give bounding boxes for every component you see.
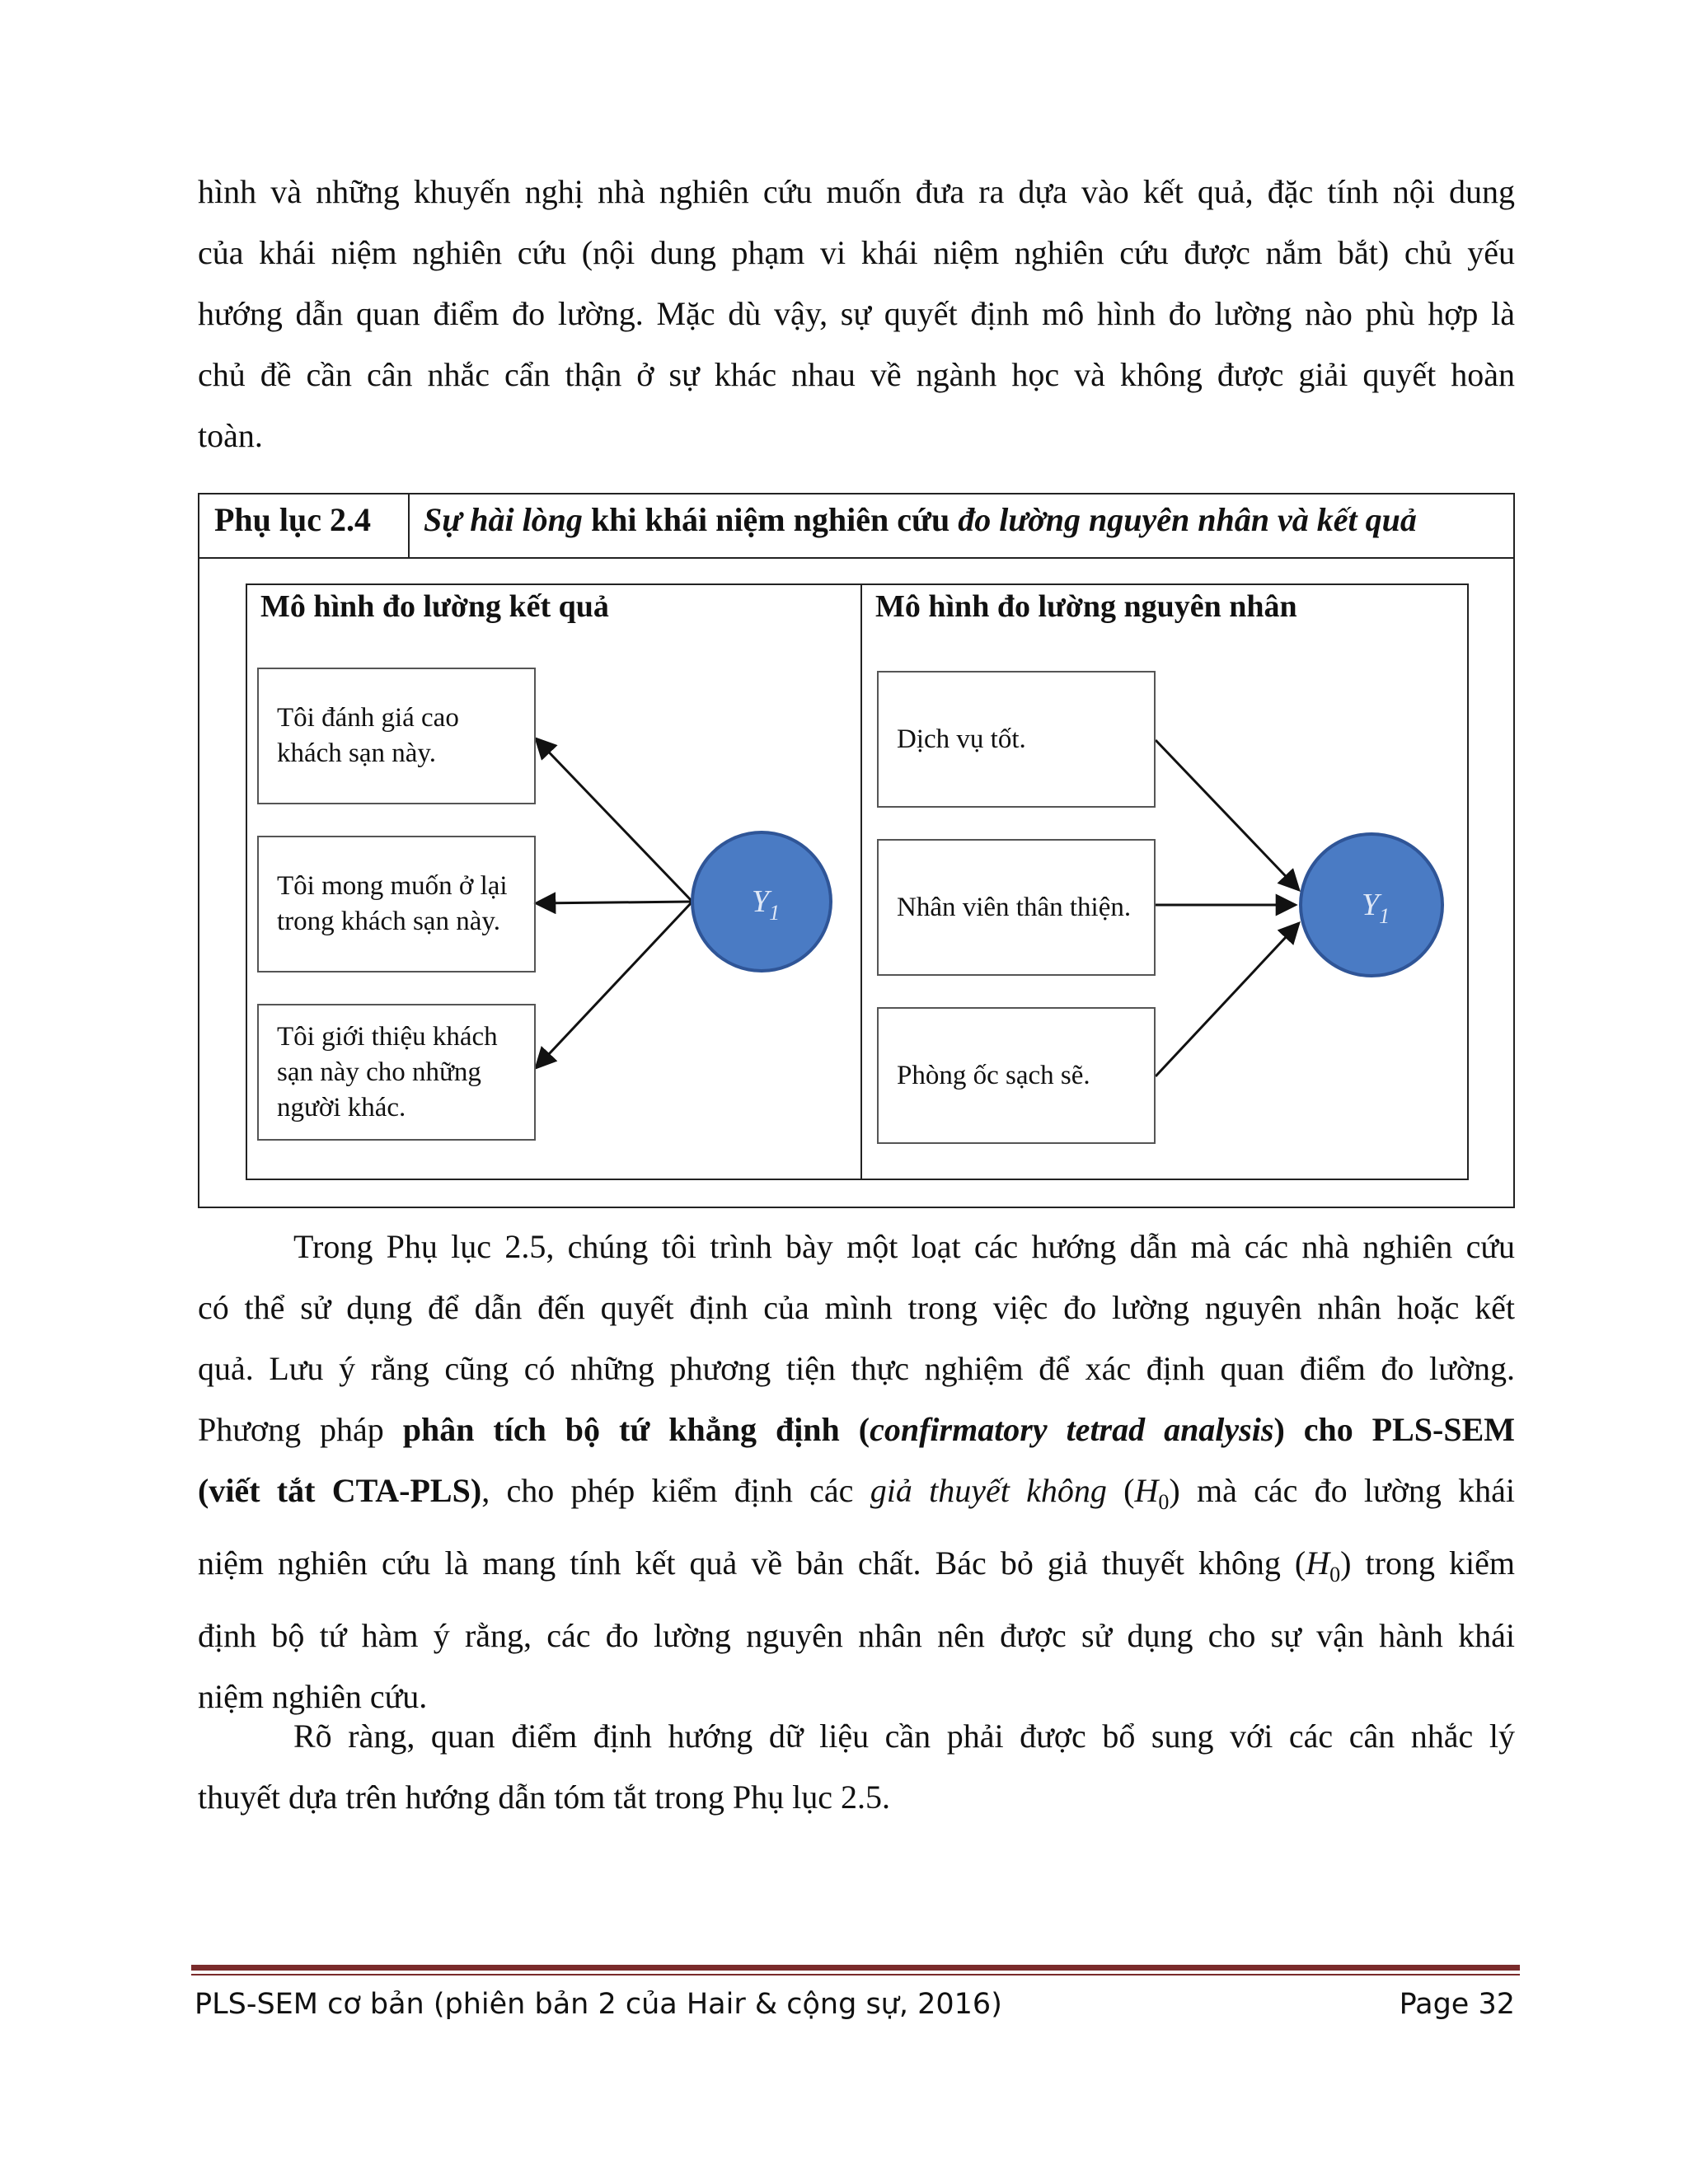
text-line: Trong Phụ lục 2.5, chúng tôi trình bày một loạt các hướng dẫn mà các nhà nghiên cứu xyxy=(293,1228,1515,1265)
text-line: niệm nghiên cứu. xyxy=(198,1678,428,1715)
formative-panel-title: Mô hình đo lường nguyên nhân xyxy=(875,589,1297,624)
arrow-loading-3 xyxy=(536,902,692,1068)
exhibit-header xyxy=(199,494,1513,559)
paragraph-conclusion xyxy=(198,1706,1515,1828)
header-divider xyxy=(408,494,410,557)
arrow-loading-2 xyxy=(536,902,692,903)
exhibit-title xyxy=(424,494,1417,557)
exhibit-box xyxy=(198,493,1515,1208)
text-line: Phương pháp phân tích bộ tứ khẳng định (confirmatory tetrad analysis) cho PLS-SEM xyxy=(198,1411,1516,1448)
text-line: thuyết dựa trên hướng dẫn tóm tắt trong Phụ lục 2.5. xyxy=(198,1779,890,1816)
indicator-box-formative xyxy=(877,671,1156,808)
exhibit-title-part: đo lường nguyên nhân và kết quả xyxy=(958,501,1417,538)
indicator-box-reflective xyxy=(257,836,536,972)
indicator-text: Tôi đánh giá cao khách sạn này. xyxy=(277,703,459,768)
page-number: Page 32 xyxy=(1399,1988,1515,2021)
text-line: (viết tắt CTA-PLS), cho phép kiểm định các giả thuyết không $(H_0)$ mà các đo lường khái xyxy=(198,1472,1515,1514)
text-line: chủ đề cần cân nhắc cẩn thận ở sự khác nhau về ngành học và không được giải quyết hoàn xyxy=(198,356,1515,393)
text-line: hướng dẫn quan điểm đo lường. Mặc dù vậy, sự quyết định mô hình đo lường nào phù hợp là xyxy=(198,295,1515,332)
text-line: định bộ tứ hàm ý rằng, các đo lường nguyên nhân nên được sử dụng cho sự vận hành khái xyxy=(198,1617,1515,1654)
exhibit-label: Phụ lục 2.4 xyxy=(214,501,372,538)
indicator-text: Phòng ốc sạch sẽ. xyxy=(897,1060,1090,1090)
indicator-text: Tôi giới thiệu khách sạn này cho những người khác. xyxy=(277,1021,498,1122)
construct-label-formative: $Y_1$ xyxy=(1362,888,1390,928)
text-line: Rõ ràng, quan điểm định hướng dữ liệu cần phải được bổ sung với các cân nhắc lý xyxy=(293,1718,1515,1755)
exhibit-title-part: Sự hài lòng xyxy=(424,501,583,538)
arrow-weight-1 xyxy=(1156,740,1299,890)
reflective-panel-title: Mô hình đo lường kết quả xyxy=(260,589,609,624)
arrow-loading-1 xyxy=(536,738,692,902)
text-line: của khái niệm nghiên cứu (nội dung phạm vi khái niệm nghiên cứu được nắm bắt) chủ yếu xyxy=(198,234,1515,271)
text-line: quả. Lưu ý rằng cũng có những phương tiện thực nghiệm để xác định quan điểm đo lường. xyxy=(198,1350,1515,1387)
diagram-frame xyxy=(246,583,1469,1180)
text-line: hình và những khuyến nghị nhà nghiên cứu muốn đưa ra dựa vào kết quả, đặc tính nội dung xyxy=(198,173,1515,210)
indicator-text: Dịch vụ tốt. xyxy=(897,724,1026,754)
text-line: niệm nghiên cứu là mang tính kết quả về bản chất. Bác bỏ giả thuyết không $(H_0)$ trong kiểm xyxy=(198,1544,1516,1586)
paragraph-cta-pls xyxy=(198,1216,1515,1727)
indicator-box-formative xyxy=(877,1007,1156,1144)
indicator-text: Nhân viên thân thiện. xyxy=(897,892,1132,922)
text-line: toàn. xyxy=(198,417,263,454)
footer-rule xyxy=(191,1965,1520,1971)
exhibit-title-part: khi khái niệm nghiên cứu xyxy=(582,501,959,538)
indicator-box-formative xyxy=(877,839,1156,976)
indicator-text: Tôi mong muốn ở lại trong khách sạn này. xyxy=(277,871,508,936)
indicator-box-reflective xyxy=(257,668,536,804)
footer-rule-thin xyxy=(191,1974,1520,1975)
indicator-box-reflective xyxy=(257,1004,536,1141)
construct-label-reflective: $Y_1$ xyxy=(752,884,781,925)
footer-title: PLS-SEM cơ bản (phiên bản 2 của Hair & cộng sự, 2016) xyxy=(195,1988,1002,2021)
text-line: có thể sử dụng để dẫn đến quyết định của mình trong việc đo lường nguyên nhân hoặc kết xyxy=(198,1289,1515,1326)
arrow-weight-3 xyxy=(1156,923,1299,1076)
paragraph-intro xyxy=(198,162,1515,466)
